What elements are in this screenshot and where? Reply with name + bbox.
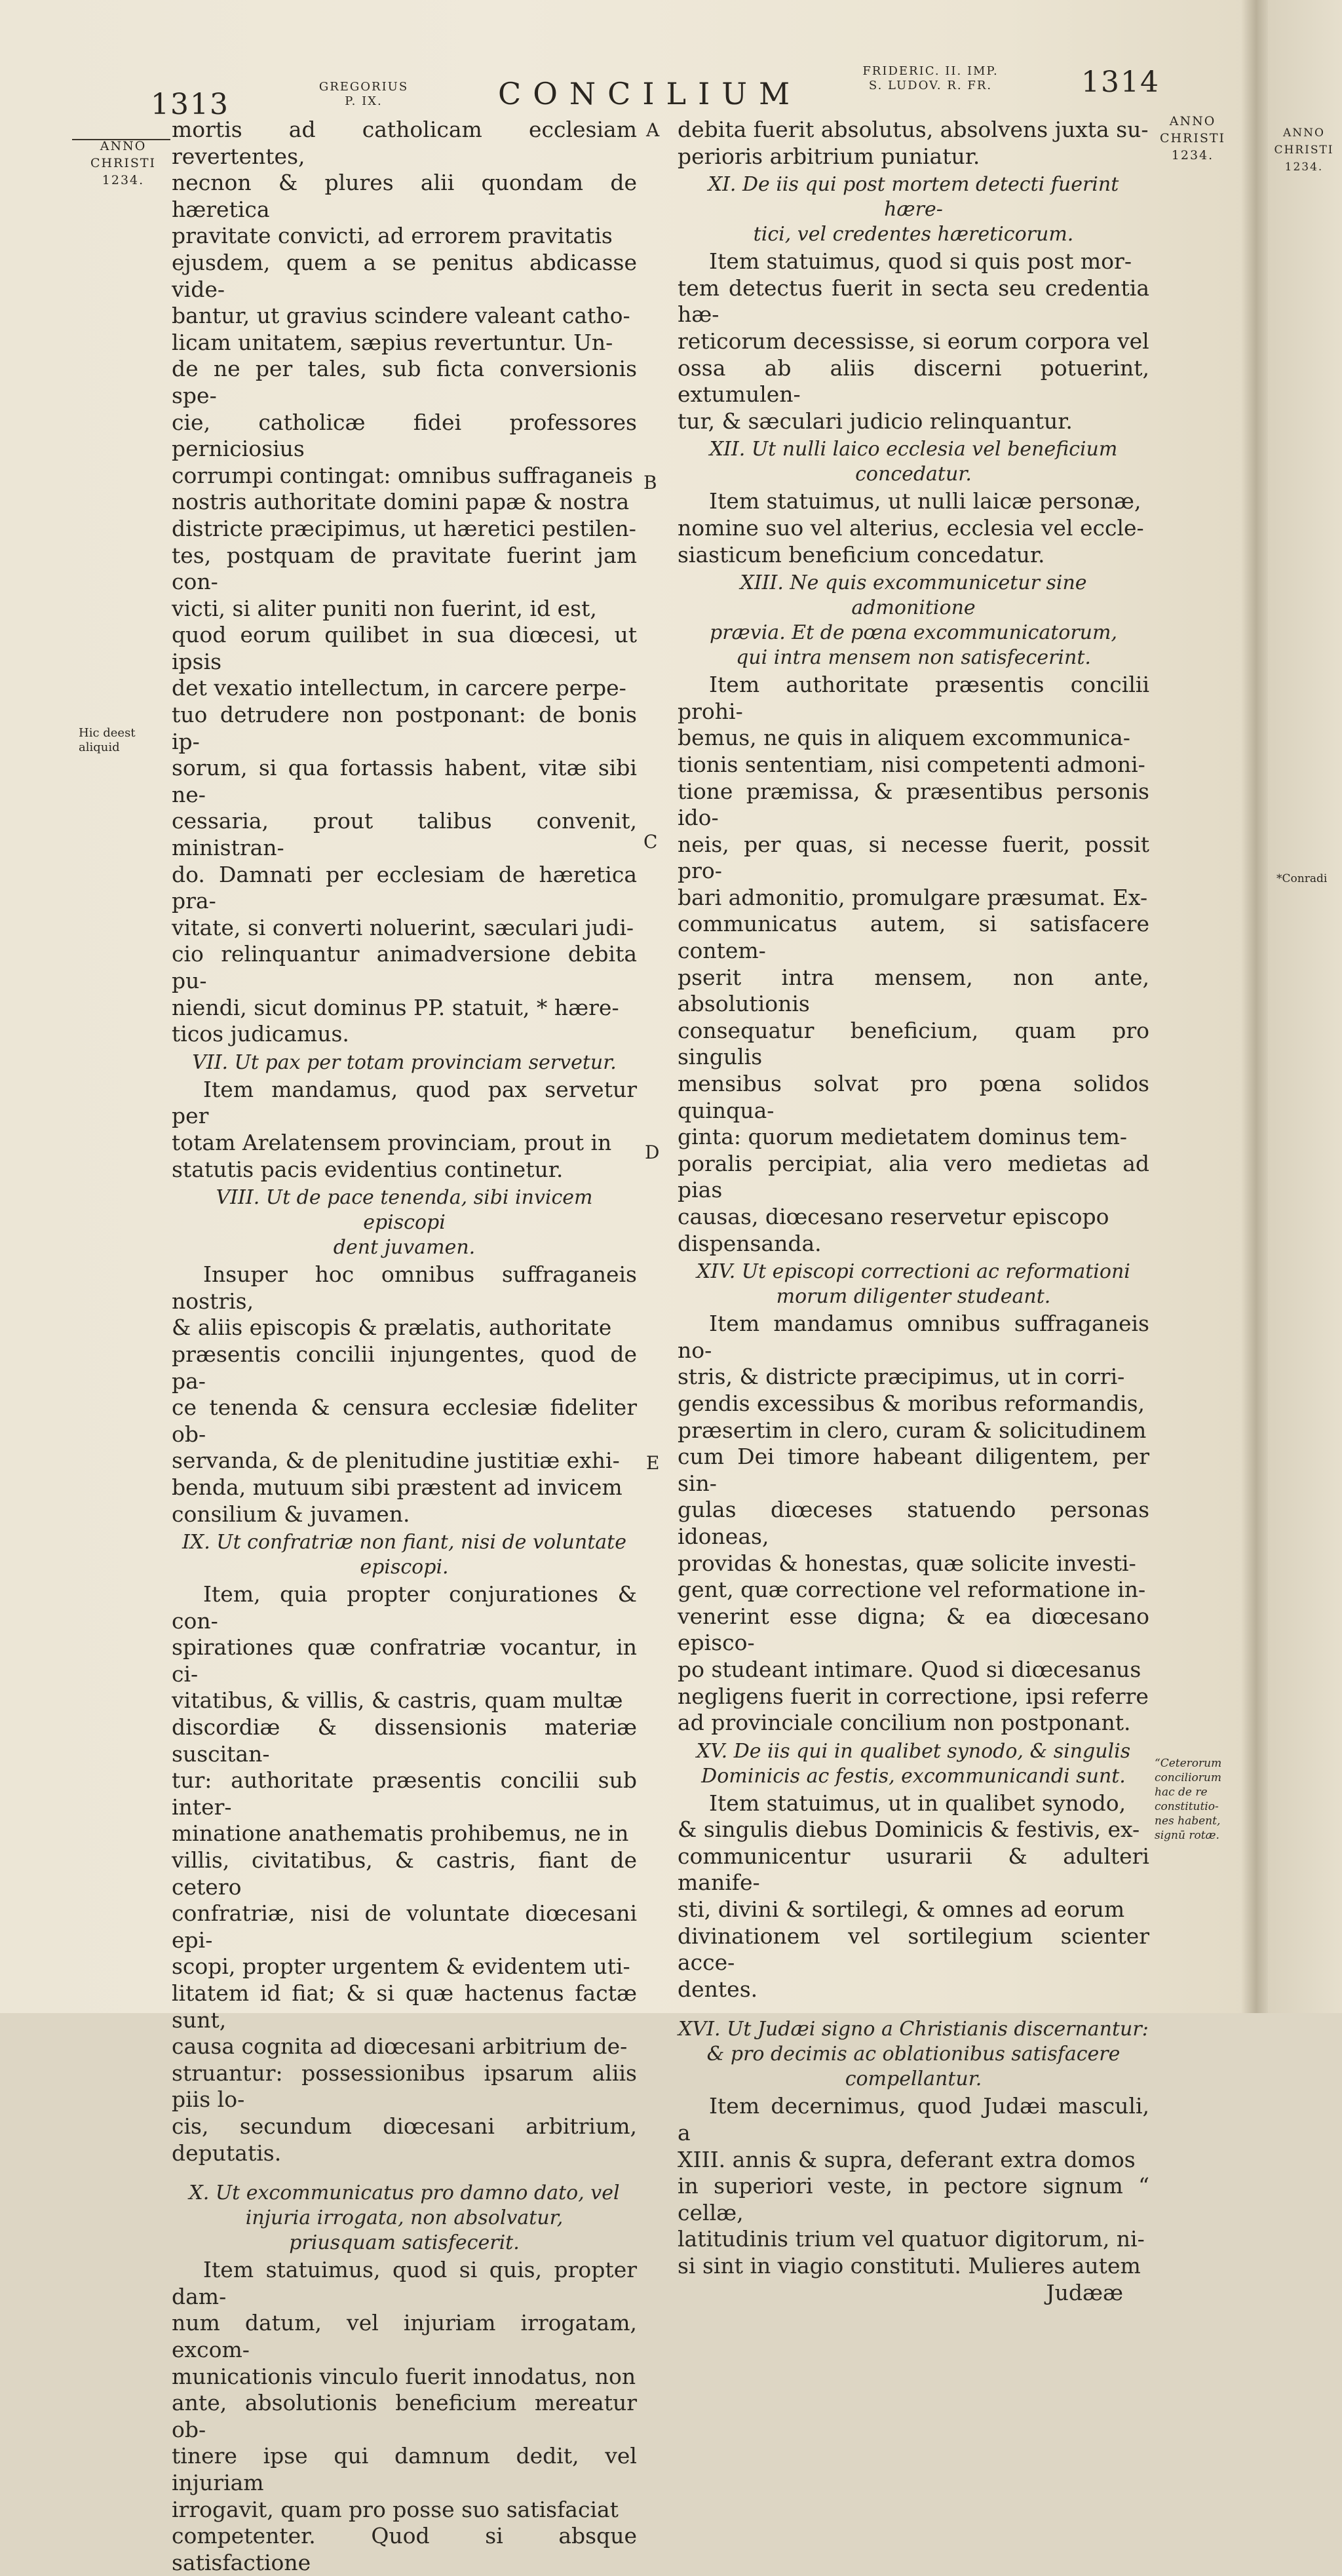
text-line: siasticum beneficium concedatur. — [678, 541, 1045, 567]
text-line: cis, secundum diœcesani arbitrium, deputatis. — [172, 2113, 637, 2166]
text-line: sti, divini & sortilegi, & omnes ad eorum — [678, 1896, 1125, 1923]
text-line: negligens fuerit in correctione, ipsi referre — [678, 1683, 1149, 1709]
next-page-year — [1271, 125, 1337, 176]
text-line: corrumpi contingat: omnibus suffraganeis — [172, 462, 633, 488]
text-line: num datum, vel injuriam irrogatam, excom- — [172, 2310, 637, 2362]
text-line: bari admonitio, promulgare præsumat. Ex- — [678, 884, 1148, 910]
section-letter-d: D — [645, 1142, 660, 1163]
margin-year-right-christi: CHRISTI — [1159, 131, 1226, 145]
running-head-left — [308, 80, 419, 109]
margin-note-line: constitutio- — [1155, 1800, 1219, 1813]
text-line: XIII. annis & supra, deferant extra domos — [678, 2146, 1136, 2172]
chapter-heading-16 — [678, 2017, 1149, 2092]
margin-note-line: “Ceterorum — [1155, 1757, 1222, 1770]
text-line: cie, catholicæ fidei professores perniciosius — [172, 409, 637, 462]
text-line: præsertim in clero, curam & solicitudinem — [678, 1417, 1147, 1443]
page-title: CONCILIUM — [498, 76, 802, 111]
text-line: irrogavit, quam pro posse suo satisfaciat — [172, 2496, 619, 2522]
paragraph-continued — [172, 117, 637, 1048]
heading-line: XV. De iis qui in qualibet synodo, & singulis — [696, 1739, 1131, 1763]
margin-note-line: signū rotæ. — [1155, 1829, 1219, 1842]
text-line: latitudinis trium vel quatuor digitorum, ni- — [678, 2226, 1145, 2252]
text-line: servanda, & de plenitudine justitiæ exhi- — [172, 1448, 620, 1474]
text-line: tionis sententiam, nisi competenti admoni- — [678, 751, 1145, 777]
text-line: ginta: quorum medietatem dominus tem- — [678, 1124, 1128, 1150]
text-line: municationis vinculo fuerit innodatus, non — [172, 2363, 636, 2389]
section-letter-c: C — [643, 831, 658, 853]
text-line: tur: authoritate præsentis concilii sub inter- — [172, 1767, 637, 1820]
margin-note-line: nes habent, — [1155, 1815, 1221, 1828]
text-line: poralis percipiat, alia vero medietas ad pias — [678, 1150, 1149, 1203]
text-line: nostris authoritate domini papæ & nostra — [172, 489, 630, 515]
running-head-emperor: FRIDERIC. II. IMP. — [862, 64, 999, 78]
text-line: tes, postquam de pravitate fuerint jam con- — [172, 542, 637, 595]
text-line: quod eorum quilibet in sua diœcesi, ut ipsis — [172, 622, 637, 674]
running-head-right — [832, 64, 1029, 93]
text-line: debita fuerit absolutus, absolvens juxta su- — [678, 117, 1149, 142]
text-line: discordiæ & dissensionis materiæ suscitan- — [172, 1714, 637, 1767]
margin-year-left-anno: ANNO — [100, 139, 147, 153]
text-line: districte præcipimus, ut hæretici pestilen- — [172, 515, 636, 541]
text-line: consequatur beneficium, quam pro singulis — [678, 1017, 1149, 1070]
text-line: po studeant intimare. Quod si diœcesanus — [678, 1656, 1141, 1682]
text-line: benda, mutuum sibi præstent ad invicem — [172, 1474, 623, 1500]
text-line: cessaria, prout talibus convenit, ministran- — [172, 808, 637, 861]
text-line: communicentur usurarii & adulteri manife- — [678, 1843, 1149, 1896]
text-line: & aliis episcopis & prælatis, authoritate — [172, 1315, 612, 1341]
text-line: gendis excessibus & moribus reformandis, — [678, 1390, 1145, 1416]
section-letter-e: E — [646, 1452, 660, 1474]
text-line: tione præmissa, & præsentibus personis ido- — [678, 778, 1149, 831]
next-page-year-anno: ANNO — [1283, 126, 1325, 140]
text-line: ticos judicamus. — [172, 1021, 349, 1047]
heading-line: compellantur. — [845, 2067, 982, 2091]
text-line: providas & honestas, quæ solicite investi- — [678, 1550, 1136, 1576]
text-line: Insuper hoc omnibus suffraganeis nostris, — [172, 1261, 637, 1314]
text-line: cum Dei timore habeant diligentem, per sin- — [678, 1444, 1149, 1496]
heading-line: prævia. Et de pœna excommunicatorum, — [710, 621, 1117, 645]
margin-note-lacuna-line2: aliquid — [79, 740, 120, 754]
text-line: causas, diœcesano reservetur episcopo — [678, 1204, 1109, 1229]
chapter-heading-9 — [172, 1530, 637, 1580]
next-page-year-christi: CHRISTI — [1274, 144, 1334, 157]
running-head-king: S. LUDOV. R. FR. — [868, 79, 993, 92]
chapter-heading-14 — [678, 1259, 1149, 1309]
margin-note-lacuna-line1: Hic deest — [79, 726, 136, 740]
running-header — [151, 60, 1173, 121]
margin-year-right-number: 1234. — [1171, 148, 1214, 163]
text-line: Item statuimus, quod si quis post mor- — [709, 248, 1132, 275]
heading-line: VIII. Ut de pace tenenda, sibi invicem episcopi — [216, 1186, 593, 1235]
text-line: causa cognita ad diœcesani arbitrium de- — [172, 2033, 628, 2060]
section-letter-b: B — [643, 472, 657, 493]
text-line: consilium & juvamen. — [172, 1501, 410, 1527]
chapter-heading-15 — [678, 1739, 1149, 1789]
text-line: mensibus solvat pro pœna solidos quinqua- — [678, 1071, 1149, 1123]
text-line: pravitate convicti, ad errorem pravitatis — [172, 223, 613, 249]
margin-year-left-number: 1234. — [102, 173, 145, 187]
heading-line: concedatur. — [855, 463, 972, 486]
text-line: & singulis diebus Dominicis & festivis, ex- — [678, 1817, 1140, 1843]
text-line: litatem id fiat; & si quæ hactenus factæ sunt, — [172, 1980, 637, 2033]
text-line: stris, & districte præcipimus, ut in corri- — [678, 1364, 1125, 1390]
heading-line: VII. Ut pax per totam provinciam servetur. — [192, 1050, 617, 1074]
chapter-heading-8 — [172, 1185, 637, 1260]
text-line: ossa ab aliis discerni potuerint, extumulen- — [678, 355, 1149, 408]
text-line: pserit intra mensem, non ante, absolutionis — [678, 964, 1149, 1017]
text-line: tuo detrudere non postponant: de bonis ip- — [172, 702, 637, 754]
heading-line: priusquam satisfecerit. — [289, 2231, 520, 2255]
text-column-left — [172, 117, 637, 2576]
text-line: Item statuimus, ut in qualibet synodo, — [709, 1790, 1126, 1816]
chapter-heading-12 — [678, 437, 1149, 487]
text-line: Item statuimus, ut nulli laicæ personæ, — [709, 488, 1141, 514]
text-line: Item authoritate præsentis concilii prohi- — [678, 672, 1149, 724]
text-line: venerint esse digna; & ea diœcesano episco- — [678, 1603, 1149, 1656]
text-line: confratriæ, nisi de voluntate diœcesani epi- — [172, 1900, 637, 1953]
text-line: victi, si aliter puniti non fuerint, id est, — [172, 595, 597, 621]
margin-note-line: hac de re — [1155, 1786, 1208, 1799]
text-line: reticorum decessisse, si eorum corpora vel — [678, 328, 1149, 354]
text-line: perioris arbitrium puniatur. — [678, 143, 980, 169]
text-line: statutis pacis evidentius continetur. — [172, 1156, 564, 1182]
catchword: Judææ — [1046, 2279, 1123, 2305]
text-line: ejusdem, quem a se penitus abdicasse vide- — [172, 249, 637, 302]
text-line: de ne per tales, sub ficta conversionis spe- — [172, 356, 637, 408]
text-line: vitatibus, & villis, & castris, quam multæ — [172, 1687, 623, 1714]
text-line: necnon & plures alii quondam de hæretica — [172, 170, 637, 222]
heading-line: XII. Ut nulli laico ecclesia vel beneficium — [709, 438, 1118, 461]
text-line: dentes. — [678, 1976, 758, 2002]
text-line: mortis ad catholicam ecclesiam revertentes, — [172, 117, 637, 169]
text-line: Item, quia propter conjurationes & con- — [172, 1581, 637, 1634]
text-line: niendi, sicut dominus PP. statuit, * hære- — [172, 994, 619, 1020]
heading-line: & pro decimis ac oblationibus satisfacere — [706, 2043, 1121, 2066]
chapter-heading-10 — [172, 2181, 637, 2256]
text-line: neis, per quas, si necesse fuerit, possit pro- — [678, 831, 1149, 884]
next-page-note: *Conradi — [1276, 872, 1328, 885]
text-column-right — [678, 117, 1149, 2306]
margin-year-right — [1153, 113, 1232, 164]
margin-note-line: conciliorum — [1155, 1771, 1221, 1784]
text-line: vitate, si converti noluerint, sæculari judi- — [172, 914, 634, 940]
margin-note-lacuna — [79, 726, 157, 755]
text-line: struantur: possessionibus ipsarum aliis piis lo- — [172, 2060, 637, 2113]
next-page-year-number: 1234. — [1284, 161, 1324, 174]
text-line: Item mandamus, quod pax servetur per — [172, 1076, 637, 1129]
text-line: tinere ipse qui damnum dedit, vel injuriam — [172, 2443, 637, 2495]
text-line: communicatus autem, si satisfacere contem- — [678, 911, 1149, 964]
text-line: bemus, ne quis in aliquem excommunica- — [678, 725, 1130, 751]
heading-line: XI. De iis qui post mortem detecti fuerint hære- — [708, 173, 1119, 221]
chapter-heading-7 — [172, 1050, 637, 1075]
text-line: do. Damnati per ecclesiam de hæretica pra- — [172, 861, 637, 914]
heading-line: XVI. Ut Judæi signo a Christianis discernantur: — [678, 2018, 1149, 2041]
chapter-heading-11 — [678, 172, 1149, 247]
text-line: tur, & sæculari judicio relinquantur. — [678, 408, 1073, 434]
text-line: villis, civitatibus, & castris, fiant de cetero — [172, 1847, 637, 1900]
text-line: si sint in viagio constituti. Mulieres autem — [678, 2253, 1141, 2278]
heading-line: injuria irrogata, non absolvatur, — [245, 2206, 564, 2230]
heading-line: morum diligenter studeant. — [776, 1285, 1051, 1309]
text-line: spirationes quæ confratriæ vocantur, in ci- — [172, 1634, 637, 1687]
heading-line: Dominicis ac festis, excommunicandi sunt. — [701, 1764, 1126, 1788]
heading-line: qui intra mensem non satisfecerint. — [736, 646, 1091, 670]
heading-line: XIV. Ut episcopi correctioni ac reformationi — [697, 1260, 1130, 1284]
running-head-pope-number: P. IX. — [345, 94, 383, 108]
text-line: ce tenenda & censura ecclesiæ fideliter ob- — [172, 1394, 637, 1447]
heading-line: episcopi. — [360, 1556, 449, 1579]
text-line: cio relinquantur animadversione debita pu- — [172, 941, 637, 993]
margin-year-left — [84, 138, 163, 189]
next-page-edge — [1268, 0, 1342, 2013]
text-line: ad provinciale concilium non postponant. — [678, 1710, 1131, 1736]
margin-note-ceterorum — [1155, 1756, 1232, 1843]
text-line: totam Arelatensem provinciam, prout in — [172, 1129, 612, 1155]
text-line: scopi, propter urgentem & evidentem uti- — [172, 1953, 630, 1980]
text-line: ante, absolutionis beneficium mereatur ob- — [172, 2390, 637, 2442]
margin-year-left-christi: CHRISTI — [90, 156, 157, 170]
section-letter-a: A — [646, 119, 660, 141]
text-line: det vexatio intellectum, in carcere perpe- — [172, 675, 626, 701]
text-line: licam unitatem, sæpius revertuntur. Un- — [172, 329, 613, 355]
text-line: minatione anathematis prohibemus, ne in — [172, 1820, 629, 1847]
text-line: in superiori veste, in pectore signum “ cellæ, — [678, 2173, 1149, 2225]
text-line: dispensanda. — [678, 1230, 822, 1256]
chapter-heading-13 — [678, 571, 1149, 670]
text-line: Item mandamus omnibus suffraganeis no- — [678, 1311, 1149, 1363]
text-line: gent, quæ correctione vel reformatione in- — [678, 1577, 1146, 1603]
margin-year-right-anno: ANNO — [1169, 114, 1216, 128]
book-gutter — [1242, 0, 1268, 2013]
text-line: nomine suo vel alterius, ecclesia vel eccle- — [678, 514, 1144, 541]
running-head-pope: GREGORIUS — [318, 80, 409, 94]
page-number-left: 1313 — [151, 88, 229, 121]
text-line: sorum, si qua fortassis habent, vitæ sibi ne- — [172, 755, 637, 807]
text-line: Item decernimus, quod Judæi masculi, a — [678, 2093, 1149, 2146]
heading-line: IX. Ut confratriæ non fiant, nisi de voluntate — [182, 1531, 626, 1554]
text-line: divinationem vel sortilegium scienter acce- — [678, 1923, 1149, 1976]
text-line: gulas diœceses statuendo personas idoneas, — [678, 1497, 1149, 1549]
text-line: competenter. Quod si absque satisfactione — [172, 2523, 637, 2575]
heading-line: XIII. Ne quis excommunicetur sine admonitione — [740, 571, 1087, 620]
heading-line: tici, vel credentes hæreticorum. — [753, 223, 1074, 246]
text-line: tem detectus fuerit in secta seu credentia hæ- — [678, 275, 1149, 328]
text-line: bantur, ut gravius scindere valeant catho- — [172, 303, 630, 329]
heading-line: dent juvamen. — [333, 1236, 476, 1259]
text-line: Item statuimus, quod si quis, propter dam- — [172, 2257, 637, 2309]
heading-line: X. Ut excommunicatus pro damno dato, vel — [189, 2182, 620, 2205]
page-number-right: 1314 — [1081, 66, 1160, 99]
text-line: præsentis concilii injungentes, quod de pa- — [172, 1341, 637, 1394]
